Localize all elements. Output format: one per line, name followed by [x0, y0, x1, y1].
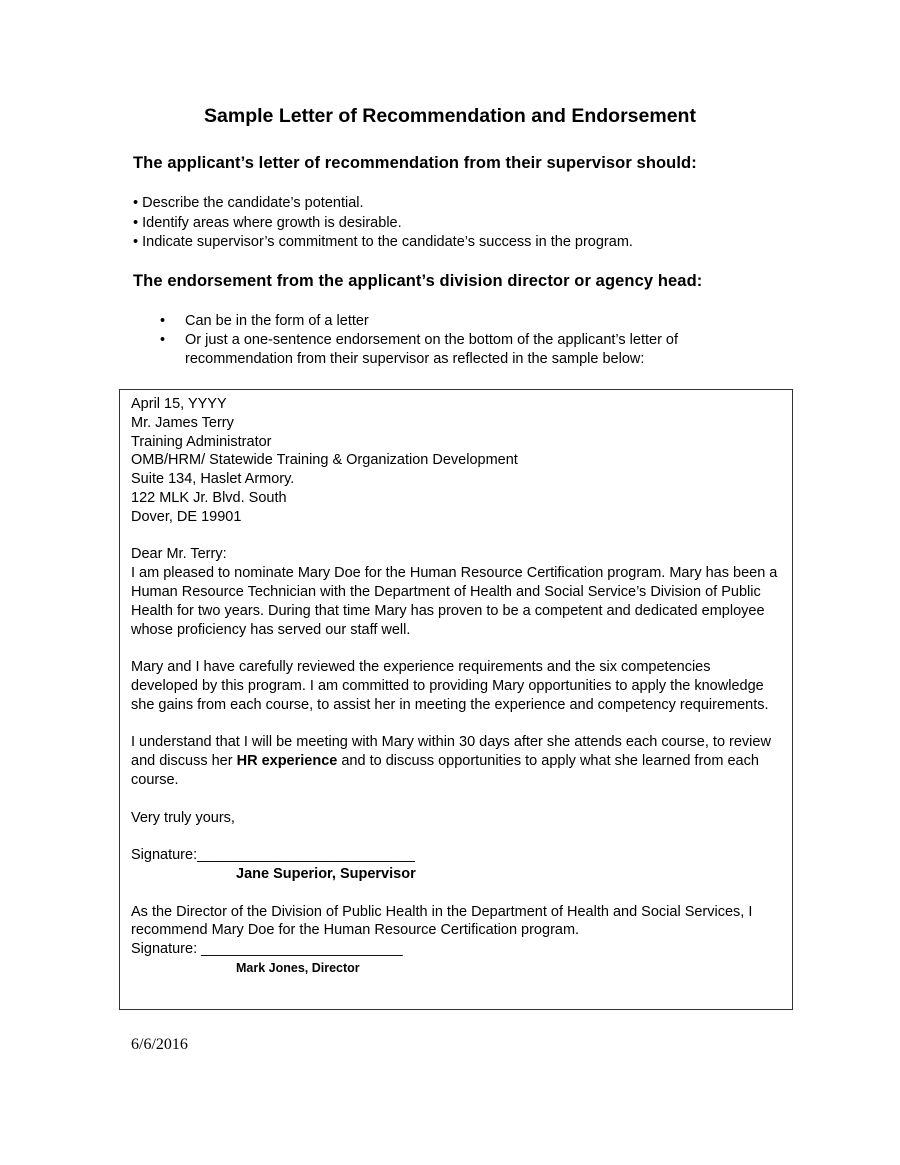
bullet-icon: •: [160, 332, 166, 348]
address-line: OMB/HRM/ Statewide Training & Organization Development: [131, 452, 518, 469]
list-item: [160, 331, 760, 369]
list-item-text: Can be in the form of a letter: [185, 313, 369, 329]
signature-line: Signature:___________________________: [131, 847, 415, 864]
supervisor-section-heading: The applicant’s letter of recommendation from their supervisor should:: [133, 154, 697, 172]
closing: Very truly yours,: [131, 809, 235, 826]
bullet-icon: •: [160, 313, 166, 329]
emphasis-text: HR experience: [236, 753, 338, 770]
address-line: Mr. James Terry: [131, 414, 234, 431]
list-item-text: Or just a one-sentence endorsement on the bottom of the applicant’s letter of recommendation from their supervisor as reflected in the sample below:: [185, 332, 679, 367]
letter-paragraph: I am pleased to nominate Mary Doe for the Human Resource Certification program. Mary has been a Human Resource Technician with the Department of Health and Social Service’s Division of Public Health for two years. During that time Mary has proven to be a competent and dedicated employee whose proficiency has served our staff well.: [131, 565, 778, 638]
list-item: • Identify areas where growth is desirable.: [133, 214, 633, 234]
signer-name: Mark Jones, Director: [236, 960, 360, 975]
letter-paragraph: Mary and I have carefully reviewed the experience requirements and the six competencies developed by this program. I am committed to providing Mary opportunities to apply the knowledge she gains from each course, to assist her in meeting the experience and competency requirements.: [131, 659, 769, 713]
endorsement-section-heading: The endorsement from the applicant’s division director or agency head:: [133, 272, 703, 290]
signer-name: Jane Superior, Supervisor: [236, 865, 416, 882]
address-line: 122 MLK Jr. Blvd. South: [131, 489, 287, 506]
letter-date: April 15, YYYY: [131, 396, 227, 412]
signature-line: Signature: _________________________: [131, 941, 403, 958]
list-item: • Indicate supervisor’s commitment to the candidate’s success in the program.: [133, 233, 633, 253]
address-line: Training Administrator: [131, 433, 272, 450]
list-item: [160, 312, 760, 331]
letter-paragraph: I understand that I will be meeting with Mary within 30 days after she attends each course, to review and discuss her HR experience and to discuss opportunities to apply what she learned from each course.: [131, 734, 771, 788]
address-line: Dover, DE 19901: [131, 508, 242, 525]
endorsement-text: As the Director of the Division of Public Health in the Department of Health and Social Services, I recommend Mary Doe for the Human Resource Certification program.: [131, 903, 753, 939]
address-line: Suite 134, Haslet Armory.: [131, 471, 295, 488]
endorsement-options-list: [160, 312, 760, 369]
footer-date: 6/6/2016: [131, 1036, 188, 1053]
document-title: Sample Letter of Recommendation and Endorsement: [204, 105, 696, 127]
salutation: Dear Mr. Terry:: [131, 546, 227, 563]
list-item: • Describe the candidate’s potential.: [133, 194, 633, 214]
supervisor-requirements-list: [133, 194, 633, 253]
sample-letter: [131, 395, 781, 978]
